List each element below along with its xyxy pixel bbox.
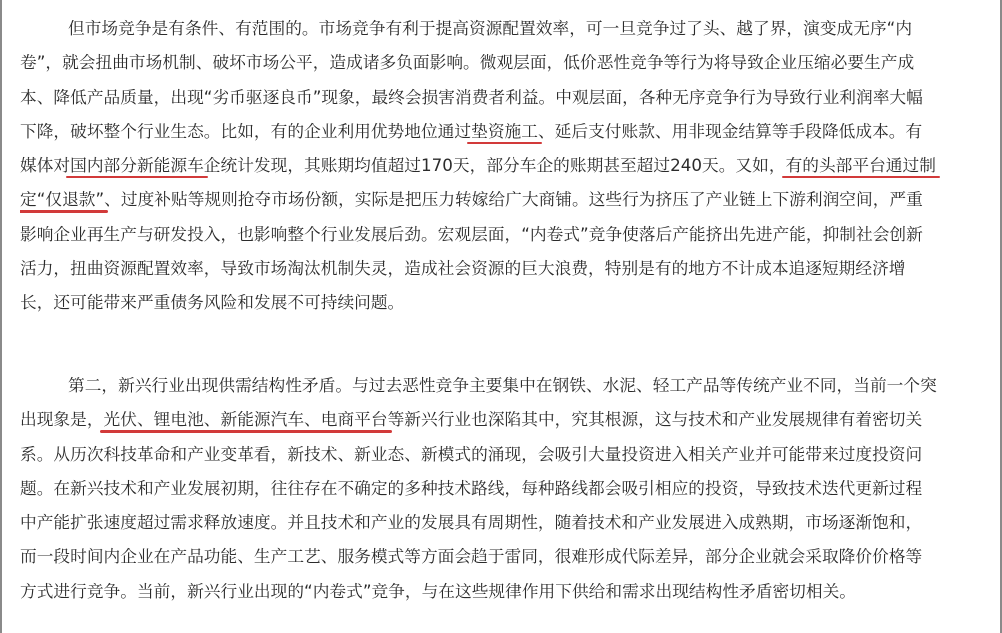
paragraph-2 [20, 368, 990, 608]
text-segment: 长，还可能带来严重债务风险和发展不可持续问题。 [20, 292, 405, 313]
text-segment: 出现象是， [20, 409, 104, 430]
text-segment: 但市场竞争是有条件、有范围的。市场竞争有利于提高资源配置效率，可一旦竞争过了头、越了界，演变成无序“内 [68, 18, 913, 38]
text-segment: 活力，扭曲资源配置效率，导致市场淘汰机制失灵，造成社会资源的巨大浪费，特别是有的地方不计成本追逐短期经济增 [20, 258, 906, 279]
text-line [20, 45, 990, 79]
underlined-phrase: 垫资施工 [471, 114, 538, 148]
text-line [20, 505, 990, 539]
text-segment: 企统计发现，其账期均值超过170天，部分车企的账期甚至超过240天。又如， [203, 155, 786, 176]
text-segment: 等新兴行业也深陷其中，究其根源，这与技术和产业发展规律有着密切关 [387, 409, 923, 430]
text-segment: 题。在新兴技术和产业发展初期，往往存在不确定的多种技术路线，每种路线都会吸引相应的投资，导致技术迭代更新过程 [20, 477, 923, 498]
text-line [20, 437, 990, 471]
text-line [20, 217, 990, 251]
text-segment: 影响企业再生产与研发投入，也影响整个行业发展后劲。宏观层面，“内卷式”竞争使落后产能挤出先进产能，抑制社会创新 [20, 223, 923, 244]
paragraph-1 [20, 11, 990, 320]
underlined-phrase: 定“仅退款” [20, 182, 104, 216]
text-line [20, 574, 990, 608]
text-segment: 而一段时间内企业在产品功能、生产工艺、服务模式等方面会趋于雷同，很难形成代际差异，部分企业就会采取降价价格等 [20, 546, 923, 567]
text-segment: 本、降低产品质量，出现“劣币驱逐良币”现象，最终会损害消费者利益。中观层面，各种无序竞争行为导致行业利润率大幅 [20, 86, 923, 107]
text-segment: 、延后支付账款、用非现金结算等手段降低成本。有 [537, 120, 923, 141]
text-line [20, 251, 990, 285]
text-line [20, 285, 990, 319]
text-line [20, 402, 990, 436]
text-segment: 卷”，就会扭曲市场机制、破坏市场公平，造成诸多负面影响。微观层面，低价恶性竞争等行为将导致企业压缩必要生产成 [20, 52, 915, 73]
text-line [20, 148, 990, 182]
underlined-phrase: 有的头部平台通过制 [786, 148, 936, 182]
text-segment: 方式进行竞争。当前，新兴行业出现的“内卷式”竞争，与在这些规律作用下供给和需求出现结构性矛盾密切相关。 [20, 580, 856, 601]
text-segment: 下降，破坏整个行业生态。比如，有的企业利用优势地位通过 [20, 120, 472, 141]
text-line [20, 368, 990, 402]
text-segment: 、过度补贴等规则抢夺市场份额，实际是把压力转嫁给广大商铺。这些行为挤压了产业链上下游利润空间，严重 [104, 189, 923, 210]
text-line [20, 539, 990, 573]
text-line [20, 471, 990, 505]
text-segment: 第二，新兴行业出现供需结构性矛盾。与过去恶性竞争主要集中在钢铁、水泥、轻工产品等传统产业不同，当前一个突 [68, 375, 937, 395]
text-segment: 媒体对 [20, 155, 71, 176]
text-line [20, 80, 990, 114]
text-line [20, 11, 990, 45]
text-line [20, 182, 990, 216]
text-segment: 系。从历次科技革命和产业变革看，新技术、新业态、新模式的涌现，会吸引大量投资进入相关产业并可能带来过度投资问 [20, 443, 923, 464]
text-segment: 中产能扩张速度超过需求释放速度。并且技术和产业的发展具有周期性，随着技术和产业发展进入成熟期，市场逐渐饱和， [20, 512, 923, 533]
underlined-phrase: 光伏、锂电池、新能源汽车、电商平台 [104, 402, 388, 436]
text-line [20, 114, 990, 148]
underlined-phrase: 国内部分新能源车 [70, 148, 204, 182]
